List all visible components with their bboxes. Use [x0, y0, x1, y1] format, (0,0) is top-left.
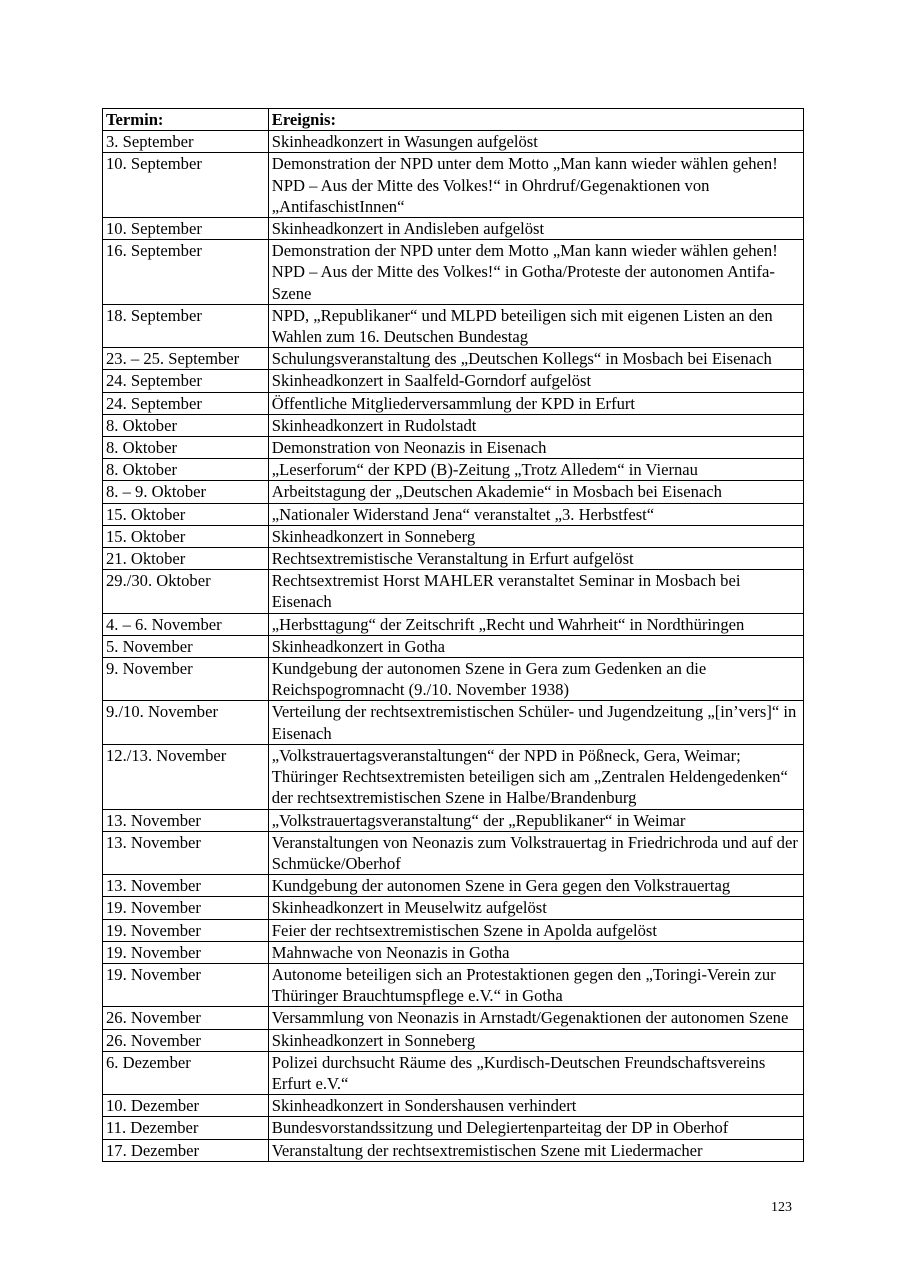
table-row [103, 481, 804, 503]
table-row [103, 548, 804, 570]
table-row [103, 897, 804, 919]
table-row [103, 131, 804, 153]
event-date: 3. September [103, 131, 269, 153]
event-description: Veranstaltung der rechtsextremistischen Szene mit Liedermacher [268, 1139, 803, 1161]
event-date: 8. Oktober [103, 459, 269, 481]
event-date: 21. Oktober [103, 548, 269, 570]
event-date: 8. Oktober [103, 414, 269, 436]
event-date: 26. November [103, 1029, 269, 1051]
event-description: Kundgebung der autonomen Szene in Gera zum Gedenken an die Reichspogromnacht (9./10. November 1938) [268, 658, 803, 701]
table-row [103, 1095, 804, 1117]
event-description: Schulungsveranstaltung des „Deutschen Kollegs“ in Mosbach bei Eisenach [268, 348, 803, 370]
event-description: Rechtsextremist Horst MAHLER veranstaltet Seminar in Mosbach bei Eisenach [268, 570, 803, 613]
event-date: 15. Oktober [103, 525, 269, 547]
table-row [103, 1051, 804, 1094]
table-row [103, 414, 804, 436]
table-row [103, 240, 804, 305]
table-row [103, 635, 804, 657]
event-date: 19. November [103, 963, 269, 1006]
table-row [103, 218, 804, 240]
event-description: Mahnwache von Neonazis in Gotha [268, 941, 803, 963]
event-date: 5. November [103, 635, 269, 657]
event-description: „Volkstrauertagsveranstaltungen“ der NPD in Pößneck, Gera, Weimar; Thüringer Rechtsextremisten beteiligen sich am „Zentralen Heldengedenken“ der rechtsextremistischen Szene in Halbe/Brandenburg [268, 744, 803, 809]
event-description: „Nationaler Widerstand Jena“ veranstaltet „3. Herbstfest“ [268, 503, 803, 525]
event-date: 10. September [103, 153, 269, 218]
table-row [103, 392, 804, 414]
event-date: 13. November [103, 831, 269, 874]
event-description: „Volkstrauertagsveranstaltung“ der „Republikaner“ in Weimar [268, 809, 803, 831]
table-row [103, 304, 804, 347]
event-date: 19. November [103, 941, 269, 963]
table-row [103, 525, 804, 547]
table-body [103, 131, 804, 1162]
table-row [103, 570, 804, 613]
event-date: 13. November [103, 809, 269, 831]
table-row [103, 613, 804, 635]
event-date: 19. November [103, 919, 269, 941]
table-row [103, 941, 804, 963]
event-date: 8. – 9. Oktober [103, 481, 269, 503]
table-header-row [103, 109, 804, 131]
event-description: Skinheadkonzert in Rudolstadt [268, 414, 803, 436]
event-date: 10. September [103, 218, 269, 240]
event-date: 12./13. November [103, 744, 269, 809]
table-row [103, 1117, 804, 1139]
table-row [103, 701, 804, 744]
event-date: 10. Dezember [103, 1095, 269, 1117]
table-row [103, 658, 804, 701]
event-date: 29./30. Oktober [103, 570, 269, 613]
event-date: 23. – 25. September [103, 348, 269, 370]
table-row [103, 919, 804, 941]
event-date: 9. November [103, 658, 269, 701]
table-row [103, 831, 804, 874]
event-description: Skinheadkonzert in Sonneberg [268, 525, 803, 547]
event-date: 8. Oktober [103, 437, 269, 459]
event-date: 26. November [103, 1007, 269, 1029]
event-description: Arbeitstagung der „Deutschen Akademie“ in Mosbach bei Eisenach [268, 481, 803, 503]
event-date: 9./10. November [103, 701, 269, 744]
event-description: Skinheadkonzert in Wasungen aufgelöst [268, 131, 803, 153]
page-number: 123 [771, 1200, 792, 1215]
event-description: Demonstration der NPD unter dem Motto „Man kann wieder wählen gehen! NPD – Aus der Mitte des Volkes!“ in Ohrdruf/Gegenaktionen von „AntifaschistInnen“ [268, 153, 803, 218]
event-description: Skinheadkonzert in Gotha [268, 635, 803, 657]
event-date: 18. September [103, 304, 269, 347]
event-description: Rechtsextremistische Veranstaltung in Erfurt aufgelöst [268, 548, 803, 570]
event-description: Skinheadkonzert in Andisleben aufgelöst [268, 218, 803, 240]
table-row [103, 459, 804, 481]
event-description: Demonstration von Neonazis in Eisenach [268, 437, 803, 459]
table-row [103, 1007, 804, 1029]
date-column-header: Termin: [103, 109, 269, 131]
table-row [103, 153, 804, 218]
event-description: Demonstration der NPD unter dem Motto „Man kann wieder wählen gehen! NPD – Aus der Mitte des Volkes!“ in Gotha/Proteste der autonomen Antifa-Szene [268, 240, 803, 305]
event-description: Verteilung der rechtsextremistischen Schüler- und Jugendzeitung „[in’vers]“ in Eisenach [268, 701, 803, 744]
event-description: Bundesvorstandssitzung und Delegiertenparteitag der DP in Oberhof [268, 1117, 803, 1139]
table-row [103, 348, 804, 370]
event-description: Veranstaltungen von Neonazis zum Volkstrauertag in Friedrichroda und auf der Schmücke/Oberhof [268, 831, 803, 874]
event-description: Versammlung von Neonazis in Arnstadt/Gegenaktionen der autonomen Szene [268, 1007, 803, 1029]
event-date: 15. Oktober [103, 503, 269, 525]
table-row [103, 744, 804, 809]
table-row [103, 963, 804, 1006]
table-row [103, 1029, 804, 1051]
event-date: 13. November [103, 875, 269, 897]
events-table [102, 108, 804, 1162]
event-date: 17. Dezember [103, 1139, 269, 1161]
event-date: 6. Dezember [103, 1051, 269, 1094]
event-date: 11. Dezember [103, 1117, 269, 1139]
event-description: Skinheadkonzert in Saalfeld-Gorndorf aufgelöst [268, 370, 803, 392]
event-description: Skinheadkonzert in Meuselwitz aufgelöst [268, 897, 803, 919]
event-date: 4. – 6. November [103, 613, 269, 635]
table-row [103, 809, 804, 831]
event-description: Kundgebung der autonomen Szene in Gera gegen den Volkstrauertag [268, 875, 803, 897]
event-description: „Herbsttagung“ der Zeitschrift „Recht und Wahrheit“ in Nordthüringen [268, 613, 803, 635]
event-description: Polizei durchsucht Räume des „Kurdisch-Deutschen Freundschaftsvereins Erfurt e.V.“ [268, 1051, 803, 1094]
event-column-header: Ereignis: [268, 109, 803, 131]
event-date: 24. September [103, 370, 269, 392]
event-description: Feier der rechtsextremistischen Szene in Apolda aufgelöst [268, 919, 803, 941]
table-row [103, 437, 804, 459]
event-description: NPD, „Republikaner“ und MLPD beteiligen sich mit eigenen Listen an den Wahlen zum 16. Deutschen Bundestag [268, 304, 803, 347]
table-row [103, 370, 804, 392]
table-row [103, 1139, 804, 1161]
table-row [103, 503, 804, 525]
event-description: Autonome beteiligen sich an Protestaktionen gegen den „Toringi-Verein zur Thüringer Brauchtumspflege e.V.“ in Gotha [268, 963, 803, 1006]
event-date: 16. September [103, 240, 269, 305]
event-date: 24. September [103, 392, 269, 414]
event-description: „Leserforum“ der KPD (B)-Zeitung „Trotz Alledem“ in Viernau [268, 459, 803, 481]
event-description: Skinheadkonzert in Sonneberg [268, 1029, 803, 1051]
table-row [103, 875, 804, 897]
event-date: 19. November [103, 897, 269, 919]
event-description: Skinheadkonzert in Sondershausen verhindert [268, 1095, 803, 1117]
event-description: Öffentliche Mitgliederversammlung der KPD in Erfurt [268, 392, 803, 414]
